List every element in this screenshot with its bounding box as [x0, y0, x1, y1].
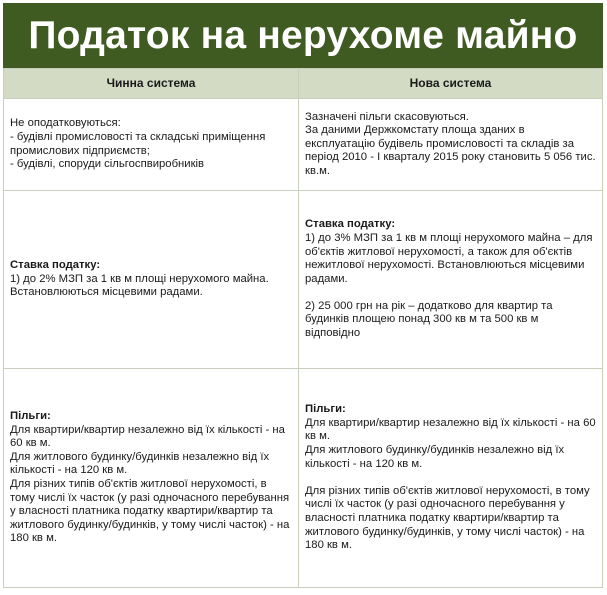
cell-text: Для житлового будинку/будинків незалежно від їх кількості - на 120 кв м.: [10, 450, 270, 477]
header-current-system: Чинна система: [4, 69, 299, 99]
table-row: [4, 191, 603, 369]
cell-benefits-current: [4, 369, 299, 588]
cell-text: Для квартири/квартир незалежно від їх кількості - на 60 кв м.: [10, 423, 285, 450]
cell-exemptions-new: [299, 99, 603, 191]
benefits-label: Пільги:: [10, 410, 51, 423]
cell-text: - будівлі, споруди сільгоспвиробників: [10, 158, 205, 171]
benefits-label: Пільги:: [305, 403, 346, 416]
rate-label: Ставка податку:: [305, 218, 396, 231]
cell-text: Не оподатковуються:: [10, 117, 121, 130]
cell-text: 2) 25 000 грн на рік – додатково для квартир та будинків площею понад 300 кв м та 500 кв м відповідно: [305, 299, 553, 340]
cell-text: - будівлі промисловості та складські приміщення промислових підприємств;: [10, 130, 266, 157]
header-new-system: Нова система: [299, 69, 603, 99]
page-title: Податок на нерухоме майно: [28, 13, 578, 57]
cell-text: Для житлового будинку/будинків незалежно від їх кількості - на 120 кв м.: [305, 444, 565, 470]
cell-text: Зазначені пільги скасовуються.: [305, 110, 469, 123]
cell-benefits-new: [299, 369, 603, 588]
cell-rate-new: [299, 191, 603, 369]
cell-text: Для різних типів об'єктів житлової нерухомості, в тому числі їх часток (у разі одночасного перебування у власності платника податку квартири/квартир та житлового будинку/будинків, у тому числі часток) - на 180 кв м.: [305, 484, 590, 552]
cell-text: Для різних типів об'єктів житлової нерухомості, в тому числі їх часток (у разі одночасного перебування у власності платника податку квартири/квартир та житлового будинку/будинків, у тому числі часток) - на 180 кв м.: [10, 478, 290, 545]
comparison-table: [3, 68, 603, 588]
cell-rate-current: [4, 191, 299, 369]
rate-label: Ставка податку:: [10, 259, 101, 272]
table-row: [4, 99, 603, 191]
title-banner: [3, 3, 603, 68]
cell-text: Для квартири/квартир незалежно від їх кількості - на 60 кв м.: [305, 416, 596, 443]
cell-text: 1) до 2% МЗП за 1 кв м площі нерухомого майна. Встановлюються місцевими радами.: [10, 272, 269, 299]
header-row: [4, 69, 603, 99]
cell-exemptions-current: [4, 99, 299, 191]
cell-text: За даними Держкомстату площа зданих в експлуатацію будівель промисловості та складів за період 2010 - I кварталу 2015 року становить 5 056 тис. кв.м.: [305, 124, 596, 177]
cell-text: 1) до 3% МЗП за 1 кв м площі нерухомого майна – для об'єктів житлової нерухомості, а також для об'єктів нежитлової нерухомості. Встановлюються місцевими радами.: [305, 231, 593, 285]
table-row: [4, 369, 603, 588]
